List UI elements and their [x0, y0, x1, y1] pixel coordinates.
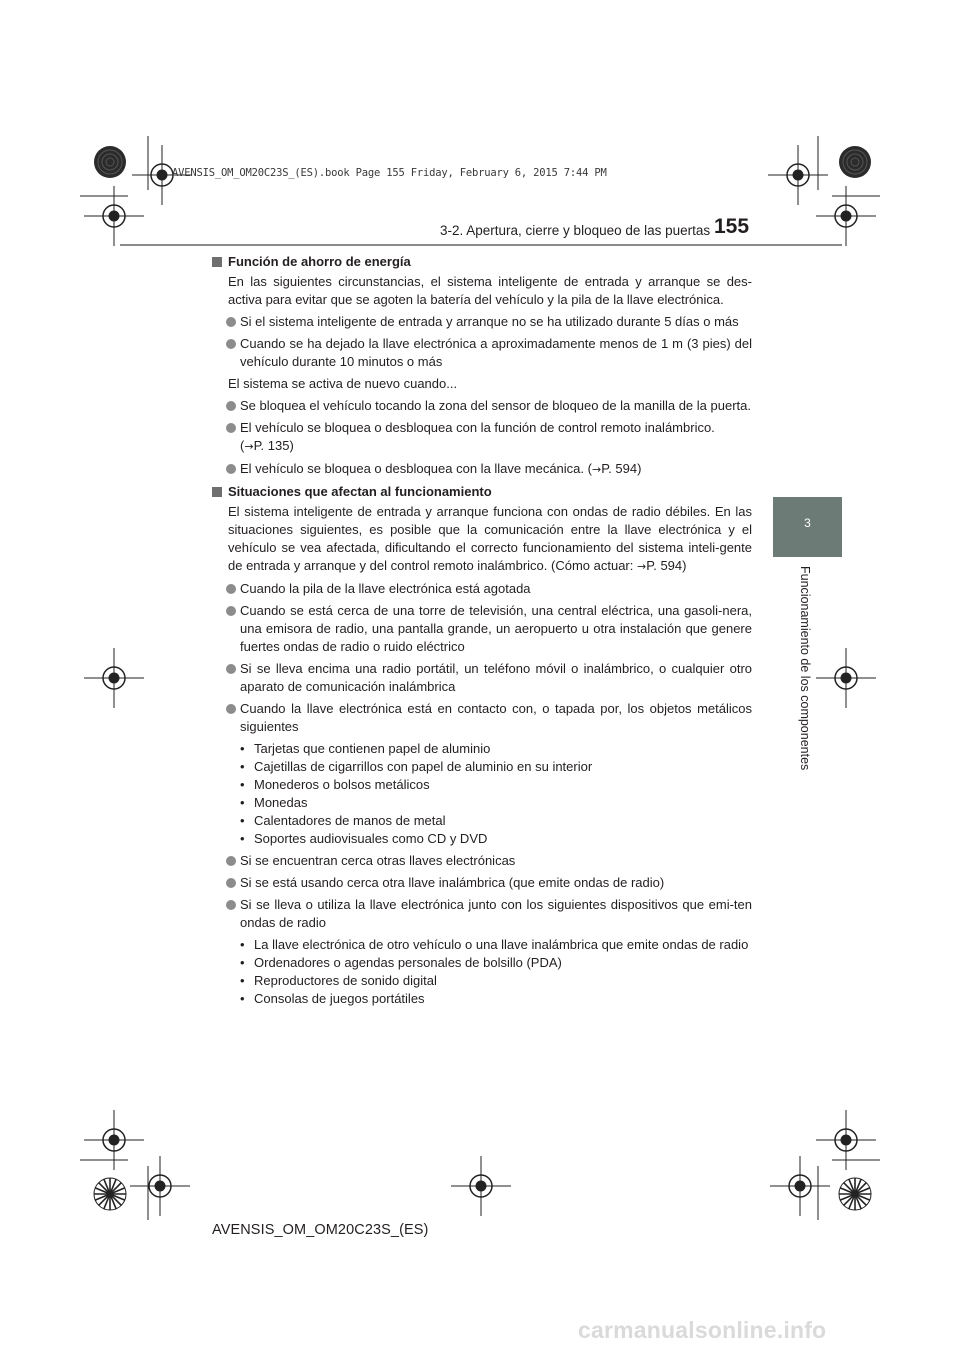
bullet-dot-icon [226, 401, 236, 411]
list-item-text: Si se lleva o utiliza la llave electrónica junto con los siguientes dispositivos que emi-ten ondas de radio [240, 897, 752, 930]
section-heading [212, 253, 752, 271]
list-item [212, 852, 752, 870]
list-item [212, 602, 752, 656]
list-item [212, 896, 752, 932]
paragraph-text: El sistema inteligente de entrada y arranque funciona con ondas de radio débiles. En las situaciones siguientes, es posible que la comunicación entre la llave electrónica y el vehículo se vea afectada, dificultando el correcto funcionamiento del sistema inteli-gente de entrada y arranque y del control remoto inalámbrico. (Cómo actuar: [228, 504, 752, 573]
bullet-dot-icon [226, 900, 236, 910]
list-item [212, 874, 752, 892]
sub-list-item: • Cajetillas de cigarrillos con papel de aluminio en su interior [240, 759, 593, 774]
heading-text: Función de ahorro de energía [228, 254, 411, 269]
sub-list-item: • La llave electrónica de otro vehículo o una llave inalámbrica que emite ondas de radio [240, 937, 749, 952]
arrow-right-icon: → [591, 463, 602, 476]
sub-list-item: • Tarjetas que contienen papel de aluminio [240, 741, 491, 756]
document-id: AVENSIS_OM_OM20C23S_(ES) [212, 1222, 429, 1238]
file-stamp: AVENSIS_OM_OM20C23S_(ES).book Page 155 Friday, February 6, 2015 7:44 PM [172, 167, 607, 179]
metal-objects-list [212, 740, 752, 848]
list-item [212, 660, 752, 696]
arrow-right-icon: → [244, 440, 254, 453]
chapter-number: 3 [804, 516, 811, 530]
bullet-dot-icon [226, 423, 236, 433]
list-item-text: Cuando se ha dejado la llave electrónica a aproximadamente menos de 1 m (3 pies) del vehículo durante 10 minutos o más [240, 336, 752, 369]
list-item [212, 580, 752, 598]
square-marker-icon [212, 257, 222, 267]
paragraph: El sistema inteligente de entrada y arranque funciona con ondas de radio débiles. En las situaciones siguientes, es posible que la comunicación entre la llave electrónica y el vehículo se vea afectada, dificultando el correcto funcionamiento del sistema inteli-gente de entrada y arranque y del control remoto inalámbrico. (Cómo actuar: →P. 594) [228, 504, 752, 573]
sub-list-item: • Monedas [240, 795, 308, 810]
sub-list-item: • Ordenadores o agendas personales de bolsillo (PDA) [240, 955, 562, 970]
page-reference-link[interactable]: P. 594 [601, 461, 638, 476]
bullet-dot-icon [226, 878, 236, 888]
list-item-text: Si se lleva encima una radio portátil, un teléfono móvil o inalámbrico, o cualquier otro aparato de comunicación inalámbrica [240, 661, 752, 694]
list-item-text: Cuando la pila de la llave electrónica está agotada [240, 581, 531, 596]
chapter-tab [773, 497, 842, 557]
page-reference-link[interactable]: P. 135 [253, 438, 290, 453]
list-item [212, 700, 752, 736]
page-number: 155 [714, 215, 750, 238]
sub-list-item: • Consolas de juegos portátiles [240, 991, 425, 1006]
list-item-text: Cuando la llave electrónica está en contacto con, o tapada por, los objetos metálicos siguientes [240, 701, 752, 734]
watermark: carmanualsonline.info [578, 1317, 827, 1343]
bullet-dot-icon [226, 584, 236, 594]
list-item-text: El vehículo se bloquea o desbloquea con la función de control remoto inalámbrico. [240, 420, 715, 435]
sub-list-item: • Calentadores de manos de metal [240, 813, 446, 828]
page-body [212, 253, 752, 1008]
chapter-label: Funcionamiento de los componentes [798, 566, 812, 771]
arrow-right-icon: → [637, 560, 647, 573]
bullet-dot-icon [226, 856, 236, 866]
list-item-text: Si se está usando cerca otra llave inalámbrica (que emite ondas de radio) [240, 875, 665, 890]
list-item-text: El vehículo se bloquea o desbloquea con la llave mecánica. [240, 461, 585, 476]
list-item-text: Si se encuentran cerca otras llaves electrónicas [240, 853, 516, 868]
bullet-dot-icon [226, 606, 236, 616]
bullet-dot-icon [226, 664, 236, 674]
heading-text: Situaciones que afectan al funcionamiento [228, 484, 492, 499]
bullet-dot-icon [226, 339, 236, 349]
header-rule [120, 244, 842, 246]
square-marker-icon [212, 487, 222, 497]
list-item-text: Se bloquea el vehículo tocando la zona del sensor de bloqueo de la manilla de la puerta. [240, 398, 751, 413]
paragraph: El sistema se activa de nuevo cuando... [228, 376, 458, 391]
list-item [212, 397, 752, 415]
bullet-dot-icon [226, 464, 236, 474]
page-reference-link[interactable]: P. 594 [646, 558, 683, 573]
sub-list-item: • Reproductores de sonido digital [240, 973, 437, 988]
sub-list-item: • Monederos o bolsos metálicos [240, 777, 430, 792]
radio-devices-list [212, 936, 752, 1008]
list-item: El vehículo se bloquea o desbloquea con la función de control remoto inalámbrico. (→P. 135) [212, 419, 752, 456]
section-heading [212, 483, 752, 501]
list-item-text: Cuando se está cerca de una torre de televisión, una central eléctrica, una gasoli-nera, una emisora de radio, una pantalla grande, un aeropuerto u otra instalación que genere fuertes ondas de radio o ruido eléctrico [240, 603, 752, 654]
list-item [212, 313, 752, 331]
paragraph: En las siguientes circunstancias, el sistema inteligente de entrada y arranque se des-activa para evitar que se agoten la batería del vehículo y la pila de la llave electrónica. [228, 274, 752, 307]
bullet-dot-icon [226, 317, 236, 327]
section-title: 3-2. Apertura, cierre y bloqueo de las puertas [440, 223, 711, 238]
bullet-dot-icon [226, 704, 236, 714]
list-item-text: Si el sistema inteligente de entrada y arranque no se ha utilizado durante 5 días o más [240, 314, 739, 329]
list-item [212, 335, 752, 371]
sub-list-item: • Soportes audiovisuales como CD y DVD [240, 831, 488, 846]
list-item: El vehículo se bloquea o desbloquea con la llave mecánica. (→P. 594) [212, 460, 752, 479]
